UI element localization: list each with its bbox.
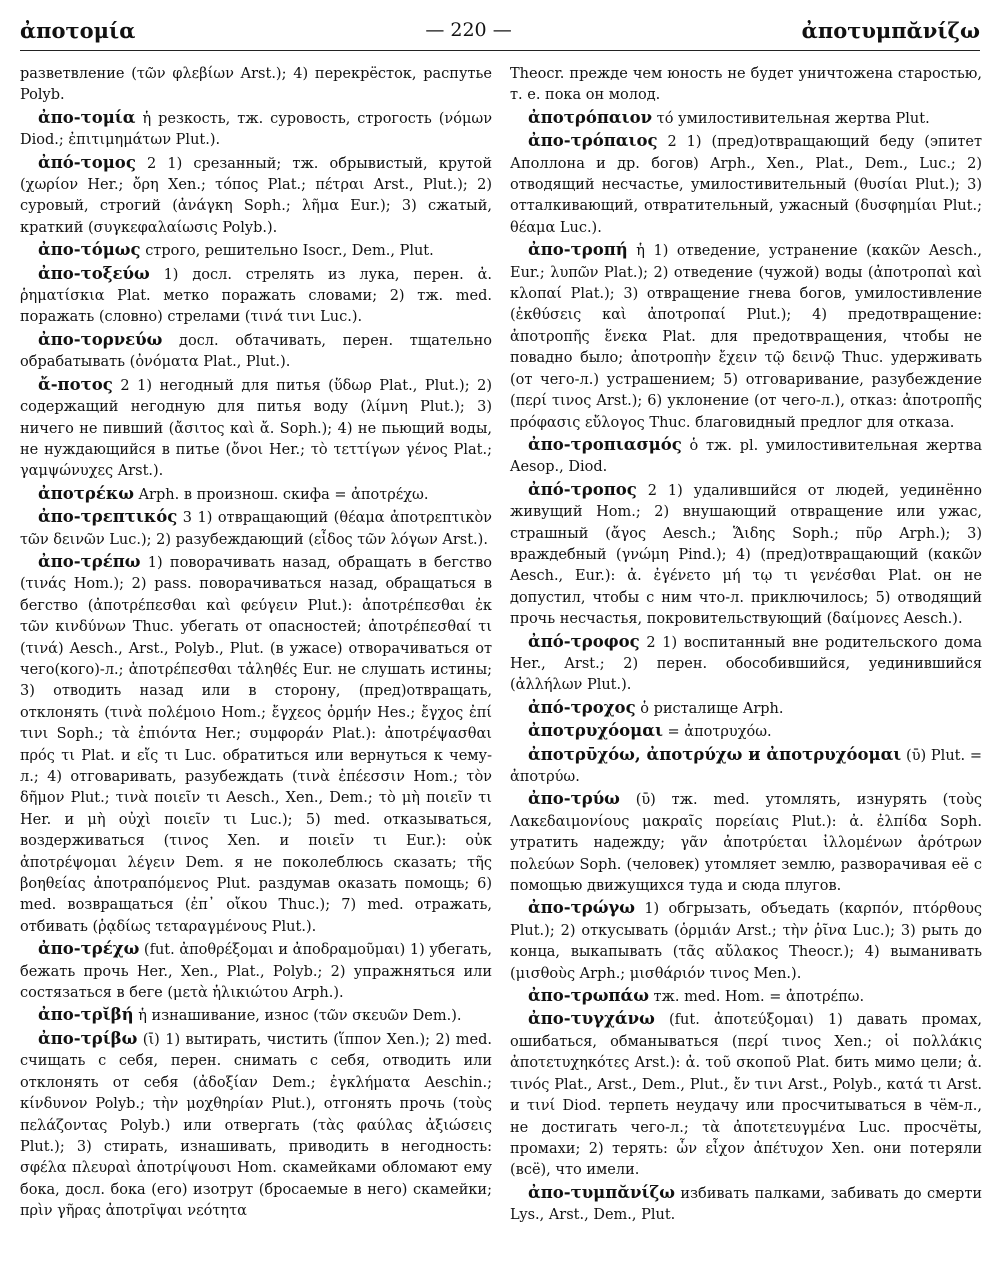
headword: ἀπό-τροχος — [528, 697, 636, 717]
headword: ἀπο-τρέχω — [38, 939, 140, 959]
entry-definition: 2 1) воспитанный вне родительского дома Her., Arst.; 2) перен. обособившийся, уединившийся (ἀλλήλων Plut.). — [510, 634, 982, 694]
running-head-left: ἀποτομία — [20, 17, 136, 43]
headword: ἀποτρόπαιον — [528, 107, 653, 127]
entry-definition: ἡ 1) отведение, устранение (κακῶν Aesch., Eur.; λυπῶν Plat.); 2) отведение (чужой) воды (ἀποτροπαὶ καὶ κλοπαί Plat.); 3) отвращение гнева богов, умилостивление (ἐκθύσεις καὶ ἀποτροπαί Plut.); 4) предотвращение: ἀποτροπῆς ἕνεκα Plat. для предотвращения, чтобы не повадно было; ἀποτροπὴν ἔχειν τῷ δεινῷ Thuc. удерживать (от чего-л.) устрашением; 5) отговаривание, разубеждение (περί τινος Arst.); 6) уклонение (от чего-л.), отказ: ἀποτροπῆς πρόφασις εὔλογος Thuc. благовидный предлог для отказа. — [510, 243, 983, 431]
headword: ἀπο-τρύω — [528, 789, 620, 809]
headword: ἀπο-τοξεύω — [38, 263, 150, 283]
entry-definition: 1) поворачивать назад, обращать в бегство (τινάς Hom.); 2) pass. поворачиваться назад, обращаться в бегство (ἀποτρέπεσθαι καὶ φεύγειν Plut.): ἀποτρέπεσθαι ἐκ τῶν κινδύνων Thuc. убегать от опасностей; ἀποτρέπεσθαί τι (τινά) Aesch., Arst., Polyb., Plut. (в ужасе) отворачиваться от чего(кого)-л.; ἀποτρέπεσθαι τἀληθές Eur. не слушать истины; 3) отводить назад или в сторону, (пред)отвращать, отклонять (τινὰ πολέμοιο Hom.; ἔγχεος ὁρμήν Hes.; ἔγχος ἐπί τινι Soph.; τὰ ἐπιόντα Her.; συμφοράν Plat.): ἀποτρέψασθαι πρός τι Plat. и εἴς τι Luc. обратиться или вернуться к чему-л.; 4) отговаривать, разубеждать (τινὰ ἐπέεσσιν Hom.; τὸν δῆμον Plut.; τινὰ ποιεῖν τι Aesch., Xen., Dem.; τὸ μὴ ποιεῖν τι Her. и μὴ οὐχὶ ποιεῖν τι Luc.); 5) med. отказываться, воздерживаться (τινος Xen. и ποιεῖν τι Eur.): οὐκ ἀποτρέψομαι λέγειν Dem. я не поколеблюсь сказать; τῆς βοηθείας ἀποτραπόμενος Plut. раздумав оказать помощь; 6) med. возвращаться (ἐπ᾽ οἴκου Thuc.); 7) med. отражать, отбивать (ῥᾳδίως τεταραγμένους Plut.). — [20, 554, 492, 935]
headword: ἀπο-τροπιασμός — [528, 434, 682, 454]
entry-definition: 1) обгрызать, объедать (καρπόν, πτόρθους Plut.); 2) откусывать (ὁρμιάν Arst.; τὴν ῥῖνα Luc.); 3) рыть до конца, выкапывать (τᾶς αὔλακος Theocr.); 4) выманивать (μισθοὺς Arph.; μισθάριόν τινος Men.). — [510, 901, 983, 982]
dictionary-entry — [510, 788, 982, 897]
right-column — [510, 64, 982, 1227]
headword: ἀπο-τυγχάνω — [528, 1009, 655, 1029]
entry-definition: ὁ тж. pl. умилостивительная жертва Aesop., Diod. — [510, 437, 982, 476]
dictionary-entry — [510, 64, 982, 107]
dictionary-entry — [510, 744, 982, 789]
dictionary-entry — [510, 434, 982, 479]
entry-definition: 2 1) негодный для питья (ὕδωρ Plat., Plut.); 2) содержащий негодную для питья воду (λίμνη Plut.); 3) ничего не пивший (ἄσιτος καὶ ἄ. Soph.); 4) не пьющий воды, не нуждающийся в питье (ὄνοι Her.; τὸ τεττίγων γένος Plat.; γαμψώνυχες Arst.). — [20, 377, 493, 480]
dictionary-entry — [20, 107, 492, 152]
headword: ἀποτρέκω — [38, 483, 134, 503]
headword: ἀπο-τρεπτικός — [38, 507, 178, 527]
dictionary-entry — [510, 897, 982, 985]
headword: ἀπο-τρῐβή — [38, 1005, 134, 1025]
dictionary-entry — [20, 483, 492, 506]
dictionary-entry — [20, 551, 492, 938]
dictionary-entry — [510, 239, 982, 434]
headword: ἀπο-τορνεύω — [38, 329, 163, 349]
headword: ἀπο-τρώγω — [528, 898, 636, 918]
left-column — [20, 64, 492, 1223]
entry-definition: Arph. в произнош. скифа = ἀποτρέχω. — [138, 486, 429, 503]
dictionary-entry — [510, 107, 982, 130]
dictionary-entry — [510, 1008, 982, 1181]
headword: ἀπο-τυμπᾰνίζω — [528, 1182, 675, 1202]
entry-definition: (fut. ἀποθρέξομαι и ἀποδραμοῦμαι) 1) убегать, бежать прочь Her., Xen., Plat., Polyb.; 2) упражняться или состязаться в беге (μετὰ ἡλικιώτου Arph.). — [20, 942, 493, 1002]
dictionary-entry — [510, 1182, 982, 1227]
entry-definition: τό умилостивительная жертва Plut. — [656, 110, 930, 127]
dictionary-entry — [20, 506, 492, 551]
dictionary-entry — [510, 479, 982, 631]
entry-definition: досл. обтачивать, перен. тщательно обрабатывать (ὀνόματα Plat., Plut.). — [20, 332, 492, 371]
headword: ἀπό-τροπος — [528, 479, 637, 499]
entry-definition: 3 1) отвращающий (θέαμα ἀποτρεπτικὸν τῶν δεινῶν Luc.); 2) разубеждающий (εἶδος τῶν λόγων Arst.). — [20, 510, 492, 548]
dictionary-entry — [510, 697, 982, 720]
headword: ἀπο-τρίβω — [38, 1028, 138, 1048]
dictionary-entry — [20, 374, 492, 483]
dictionary-entry — [510, 130, 982, 239]
header-rule — [20, 50, 980, 51]
dictionary-entry — [20, 263, 492, 329]
entry-definition: (ῑ) 1) вытирать, чистить (ἵππον Xen.); 2) med. счищать с себя, перен. снимать с себя, отводить или отклонять от себя (ἀδοξίαν Dem.; ἐγκλήματα Aeschin.; κίνδυνον Polyb.; τὴν μοχθηρίαν Plut.), отгонять прочь (τοὺς πελάζοντας Polyb.) или отвергать (τὰς φαύλας ἀξιώσεις Plut.); 3) стирать, изнашивать, приводить в негодность: σφέλα πλευραὶ ἀποτρίψουσι Hom. скамейками обломают ему бока, досл. бока (его) изотрут (бросаемые в него) скамейки; πρὶν γῆρας ἀποτρῖψαι νεότητα — [20, 1031, 492, 1220]
headword: ἀπο-τρέπω — [38, 551, 141, 571]
entry-definition: тж. med. Hom. = ἀποτρέπω. — [653, 989, 865, 1006]
dictionary-entry — [20, 1004, 492, 1027]
headword: ἀπο-τροπή — [528, 240, 628, 260]
entry-definition: разветвление (τῶν φλεβίων Arst.); 4) перекрёсток, распутье Polyb. — [20, 66, 492, 104]
entry-definition: ὁ ристалище Arph. — [640, 700, 784, 717]
headword: ἀπό-τροφος — [528, 631, 640, 651]
running-head-right: ἀποτυμπᾰνίζω — [801, 17, 980, 43]
entry-definition: 1) досл. стрелять из лука, перен. ἀ. ῥηματίσκια Plat. метко поражать словами; 2) тж. med. поражать (словно) стрелами (τινά τινι Luc.). — [20, 266, 492, 326]
entry-definition: = ἀποτρυχόω. — [667, 724, 772, 741]
dictionary-entry — [510, 720, 982, 743]
entry-definition: строго, решительно Isocr., Dem., Plut. — [145, 243, 434, 260]
entry-definition: 2 1) удалившийся от людей, уединённо живущий Hom.; 2) внушающий отвращение или ужас, страшный (ἄγος Aesch.; Ἅιδης Soph.; πῦρ Arph.); 3) враждебный (γνώμη Pind.); 4) (пред)отвращающий (κακῶν Aesch., Eur.): ἀ. ἐγένετο μή τῳ τι γενέσθαι Plat. он не допустил, чтобы с ним что-л. приключилось; 5) отводящий прочь несчастья, покровительствующий (δαίμονες Aesch.). — [510, 482, 982, 628]
entry-definition: Theocr. прежде чем юность не будет уничтожена старостью, т. е. пока он молод. — [510, 66, 982, 104]
headword: ἀπό-τομος — [38, 152, 136, 172]
dictionary-entry — [20, 239, 492, 262]
headword: ἄ-ποτος — [38, 374, 113, 394]
dictionary-entry — [20, 64, 492, 107]
headword: ἀπο-τρωπάω — [528, 986, 649, 1006]
entry-definition: (ῡ) Plut. = ἀποτρύω. — [510, 747, 982, 785]
dictionary-entry — [510, 631, 982, 697]
headword: ἀπο-τρόπαιος — [528, 131, 658, 151]
dictionary-entry — [20, 1028, 492, 1223]
page-header — [20, 14, 980, 46]
dictionary-entry — [510, 985, 982, 1008]
entry-definition: избивать палками, забивать до смерти Lys., Arst., Dem., Plut. — [510, 1185, 983, 1224]
dictionary-entry — [20, 329, 492, 374]
headword: ἀπο-τομία — [38, 107, 136, 127]
entry-definition: 2 1) (пред)отвращающий беду (эпитет Аполлона и др. богов) Arph., Xen., Plat., Dem., Luc.; 2) отводящий несчастье, умилостивительный (θυσίαι Plut.); 3) отталкивающий, отвратительный, ужасный (δυσφημίαι Plut.; θέαμα Luc.). — [510, 134, 982, 236]
entry-definition: ἡ резкость, тж. суровость, строгость (νόμων Diod.; ἐπιτιμημάτων Plut.). — [20, 110, 493, 149]
entry-definition: 2 1) срезанный; тж. обрывистый, крутой (χωρίον Her.; ὄρη Xen.; τόπος Plat.; πέτραι Arst., Plut.); 2) суровый, строгий (ἀνάγκη Soph.; λῆμα Eur.); 3) сжатый, краткий (συγκεφαλαίωσις Polyb.). — [20, 155, 493, 236]
entry-definition: (ῡ) тж. med. утомлять, изнурять (τοὺς Λακεδαιμονίους μακραῖς πορείαις Plut.): ἀ. ἐλπίδα Soph. утратить надежду; γᾶν ἀποτρύεται ἰλλομένων ἀρότρων πολεύων Soph. (человек) утомляет землю, разворачивая её с помощью движущихся туда и сюда плугов. — [510, 792, 983, 895]
headword: ἀποτρῡχόω, ἀποτρύχω и ἀποτρυχόομαι — [528, 744, 902, 764]
entry-definition: (fut. ἀποτεύξομαι) 1) давать промах, ошибаться, обманываться (περί τινος Xen.; οἱ πολλάκις ἀποτετυχηκότες Arst.): ἀ. τοῦ σκοποῦ Plat. бить мимо цели; ἀ. τινός Plat., Arst., Dem., Plut., ἔν τινι Arst., Polyb., κατά τι Arst. и τινί Diod. терпеть неудачу или просчитываться в чём-л., не достигать чего-л.; τὰ ἀποτετευγμένα Luc. просчёты, промахи; 2) терять: ὧν εἶχον ἀπέτυχον Xen. они потеряли (всё), что имели. — [510, 1012, 982, 1179]
dictionary-entry — [20, 938, 492, 1004]
headword: ἀποτρυχόομαι — [528, 721, 663, 741]
headword: ἀπο-τόμως — [38, 240, 141, 260]
entry-definition: ἡ изнашивание, износ (τῶν σκευῶν Dem.). — [138, 1008, 462, 1025]
page-number: — 220 — — [425, 19, 512, 41]
dictionary-entry — [20, 152, 492, 240]
